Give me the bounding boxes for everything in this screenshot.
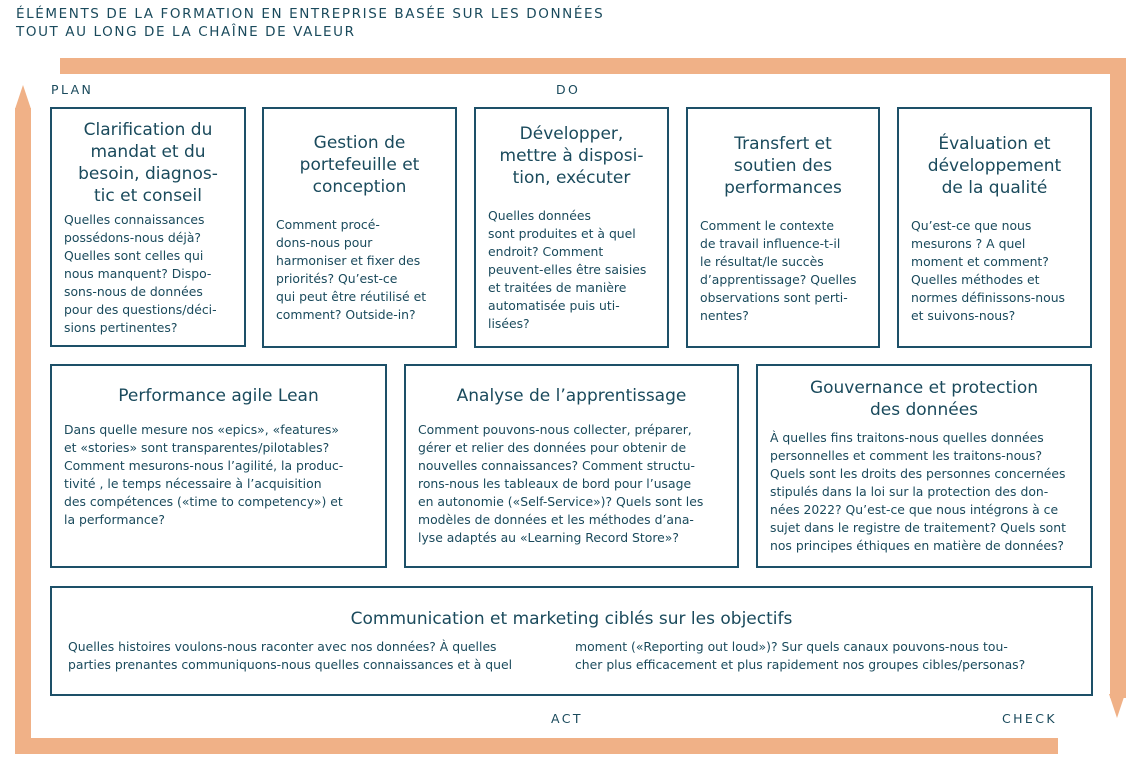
- box-develop: [474, 107, 669, 348]
- box-title: Gestion de portefeuille et conception: [299, 133, 420, 197]
- box-title: Évaluation et développement de la qualité: [927, 134, 1062, 198]
- box-title: Transfert et soutien des performances: [724, 134, 842, 198]
- box-text: Comment pouvons-nous collecter, préparer, gérer et relier des données pour obtenir de nouvelles connaissances? Comment structu- rons-nous les tableaux de bord pour l’usage en autonomie («Self-Service»)? Quels sont les modèles de données et les méthodes d’ana- lyse adaptés au «Learning Record Store»?: [418, 422, 704, 545]
- box-title: Performance agile Lean: [118, 386, 319, 406]
- box-text: À quelles fins traitons-nous quelles données personnelles et comment les traitons-nous? Quels sont les droits des personnes concernées stipulés dans la loi sur la protection des don- nées 2022? Qu’est-ce que nous intégrons à ce sujet dans le registre de traitement? Quels sont nos principes éthiques en matière de données?: [770, 430, 1066, 553]
- title-line-1: ÉLÉMENTS DE LA FORMATION EN ENTREPRISE BASÉE SUR LES DONNÉES: [16, 6, 605, 22]
- phase-label-act: ACT: [551, 711, 583, 726]
- box-title: Communication et marketing ciblés sur les objectifs: [350, 609, 793, 629]
- box-text-left: Quelles histoires voulons-nous raconter avec nos données? À quelles parties prenantes communiquons-nous quelles connaissances et à quel: [68, 639, 513, 672]
- box-data-governance: [756, 364, 1092, 568]
- box-text: Comment le contexte de travail influence-t-il le résultat/le succès d’apprentissage? Quelles observations sont perti- nentes?: [700, 218, 857, 323]
- cycle-arrow-down-icon: [1109, 694, 1125, 718]
- cycle-bar-left: [15, 108, 31, 754]
- box-text: Qu’est-ce que nous mesurons ? A quel moment et comment? Quelles méthodes et normes définissons-nous et suivons-nous?: [911, 218, 1065, 323]
- cycle-bar-top: [60, 58, 1126, 74]
- title-line-2: TOUT AU LONG DE LA CHAÎNE DE VALEUR: [16, 24, 356, 40]
- box-text-right: moment («Reporting out loud»)? Sur quels canaux pouvons-nous tou- cher plus efficacement et plus rapidement nos groupes cibles/personas?: [575, 639, 1026, 672]
- cycle-bar-bottom: [15, 738, 1058, 754]
- phase-label-do: DO: [556, 82, 581, 97]
- box-title: Analyse de l’apprentissage: [456, 386, 687, 406]
- box-learning-analytics: [404, 364, 739, 568]
- box-title: Développer, mettre à disposi- tion, exécuter: [499, 124, 644, 188]
- box-title: Gouvernance et protection des données: [809, 378, 1039, 420]
- cycle-arrow-up-icon: [15, 85, 31, 109]
- cycle-bar-right: [1110, 58, 1126, 698]
- box-evaluation: [897, 107, 1092, 348]
- phase-label-plan: PLAN: [51, 82, 94, 97]
- box-communication-marketing: [50, 586, 1093, 696]
- box-text: Quelles données sont produites et à quel endroit? Comment peuvent-elles être saisies et traitées de manière automatisée puis uti- lisées?: [488, 208, 647, 331]
- box-text: Dans quelle mesure nos «epics», «features» et «stories» sont transparentes/pilotables? Comment mesurons-nous l’agilité, la produc- tivité , le temps nécessaire à l’acquisition des compétences («time to competency») et la performance?: [64, 422, 344, 527]
- box-transfer: [686, 107, 880, 348]
- box-clarification: [50, 107, 246, 347]
- diagram-title: [16, 5, 604, 41]
- box-agile-performance: [50, 364, 387, 568]
- box-portfolio: [262, 107, 457, 348]
- box-text: Quelles connaissances possédons-nous déjà? Quelles sont celles qui nous manquent? Dispo- sons-nous de données pour des questions/déci- sions pertinentes?: [64, 212, 217, 335]
- phase-label-check: CHECK: [1002, 711, 1057, 726]
- box-text: Comment procé- dons-nous pour harmoniser et fixer des priorités? Qu’est-ce qui peut être réutilisé et comment? Outside-in?: [276, 217, 427, 322]
- box-title: Clarification du mandat et du besoin, diagnos- tic et conseil: [78, 120, 218, 206]
